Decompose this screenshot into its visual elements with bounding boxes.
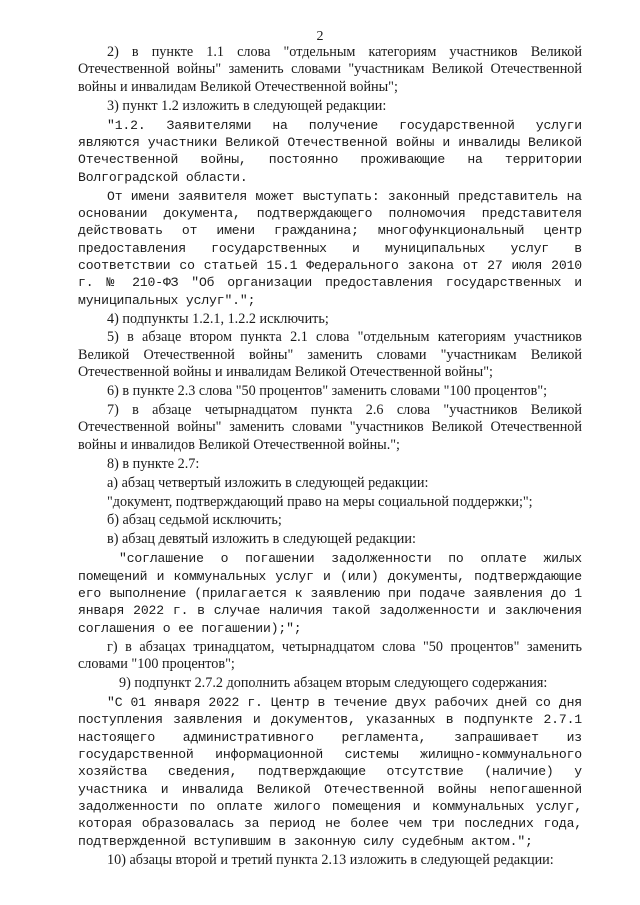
paragraph: в) абзац девятый изложить в следующей редакции:: [107, 531, 416, 548]
paragraph: От имени заявителя может выступать: законный представитель на основании документа, подтверждающего полномочия представителя действовать от имени гражданина; многофункциональный центр предоставления государственных и муниципальных услуг в соответствии со статьей 15.1 Федерального закона от 27 июля 2010 г. № 210-ФЗ "Об организации предоставления государственных и муниципальных услуг".";: [78, 188, 582, 308]
paragraph: "1.2. Заявителями на получение государственной услуги являются участники Великой Отечественной войны и инвалиды Великой Отечественной войны, постоянно проживающие на территории Волгоградской области.: [78, 117, 582, 185]
page-number: 2: [316, 29, 324, 44]
paragraph: 3) пункт 1.2 изложить в следующей редакции:: [107, 97, 387, 114]
paragraph: 10) абзацы второй и третий пункта 2.13 изложить в следующей редакции:: [107, 851, 554, 868]
paragraph: "соглашение о погашении задолженности по оплате жилых помещений и коммунальных услуг и (или) документы, подтверждающие его выполнение (прилагается к заявлению при подаче заявления до 1 января 2022 г. в случае наличия такой задолженности и заключения соглашения о ее погашении);";: [78, 551, 582, 636]
paragraph: 7) в абзаце четырнадцатом пункта 2.6 слова "участников Великой Отечественной войны" заменить словами "участников Великой Отечественной войны и инвалидов Великой Отечественной войны.";: [78, 402, 582, 453]
paragraph: б) абзац седьмой исключить;: [107, 512, 282, 529]
paragraph: "С 01 января 2022 г. Центр в течение двух рабочих дней со дня поступления заявления и документов, указанных в подпункте 2.7.1 настоящего административного регламента, запрашивает из государственной информационной системы жилищно-коммунального хозяйства сведения, подтверждающие отсутствие (наличие) у участника и инвалида Великой Отечественной войны непогашенной задолженности по оплате жилого помещения и коммунальных услуг, которая образовалась за период не более чем три последних года, подтвержденной вступившим в законную силу судебным актом.";: [78, 694, 582, 849]
paragraph: 6) в пункте 2.3 слова "50 процентов" заменить словами "100 процентов";: [107, 383, 548, 400]
paragraph: 8) в пункте 2.7:: [107, 455, 200, 472]
paragraph: "документ, подтверждающий право на меры социальной поддержки;";: [107, 493, 533, 510]
paragraph: г) в абзацах тринадцатом, четырнадцатом слова "50 процентов" заменить словами "100 процентов";: [78, 638, 582, 672]
paragraph: 5) в абзаце втором пункта 2.1 слова "отдельным категориям участников Великой Отечественной войны" заменить словами "участникам Великой Отечественной войны и инвалидам Великой Отечественной войны";: [78, 329, 582, 381]
paragraph: 2) в пункте 1.1 слова "отдельным категориям участников Великой Отечественной войны" заменить словами "участникам Великой Отечественной войны и инвалидам Великой Отечественной войны";: [78, 44, 582, 95]
document-body: [78, 44, 582, 869]
paragraph: 4) подпункты 1.2.1, 1.2.2 исключить;: [107, 310, 329, 327]
paragraph: а) абзац четвертый изложить в следующей редакции:: [107, 474, 429, 491]
paragraph: 9) подпункт 2.7.2 дополнить абзацем вторым следующего содержания:: [119, 674, 548, 691]
